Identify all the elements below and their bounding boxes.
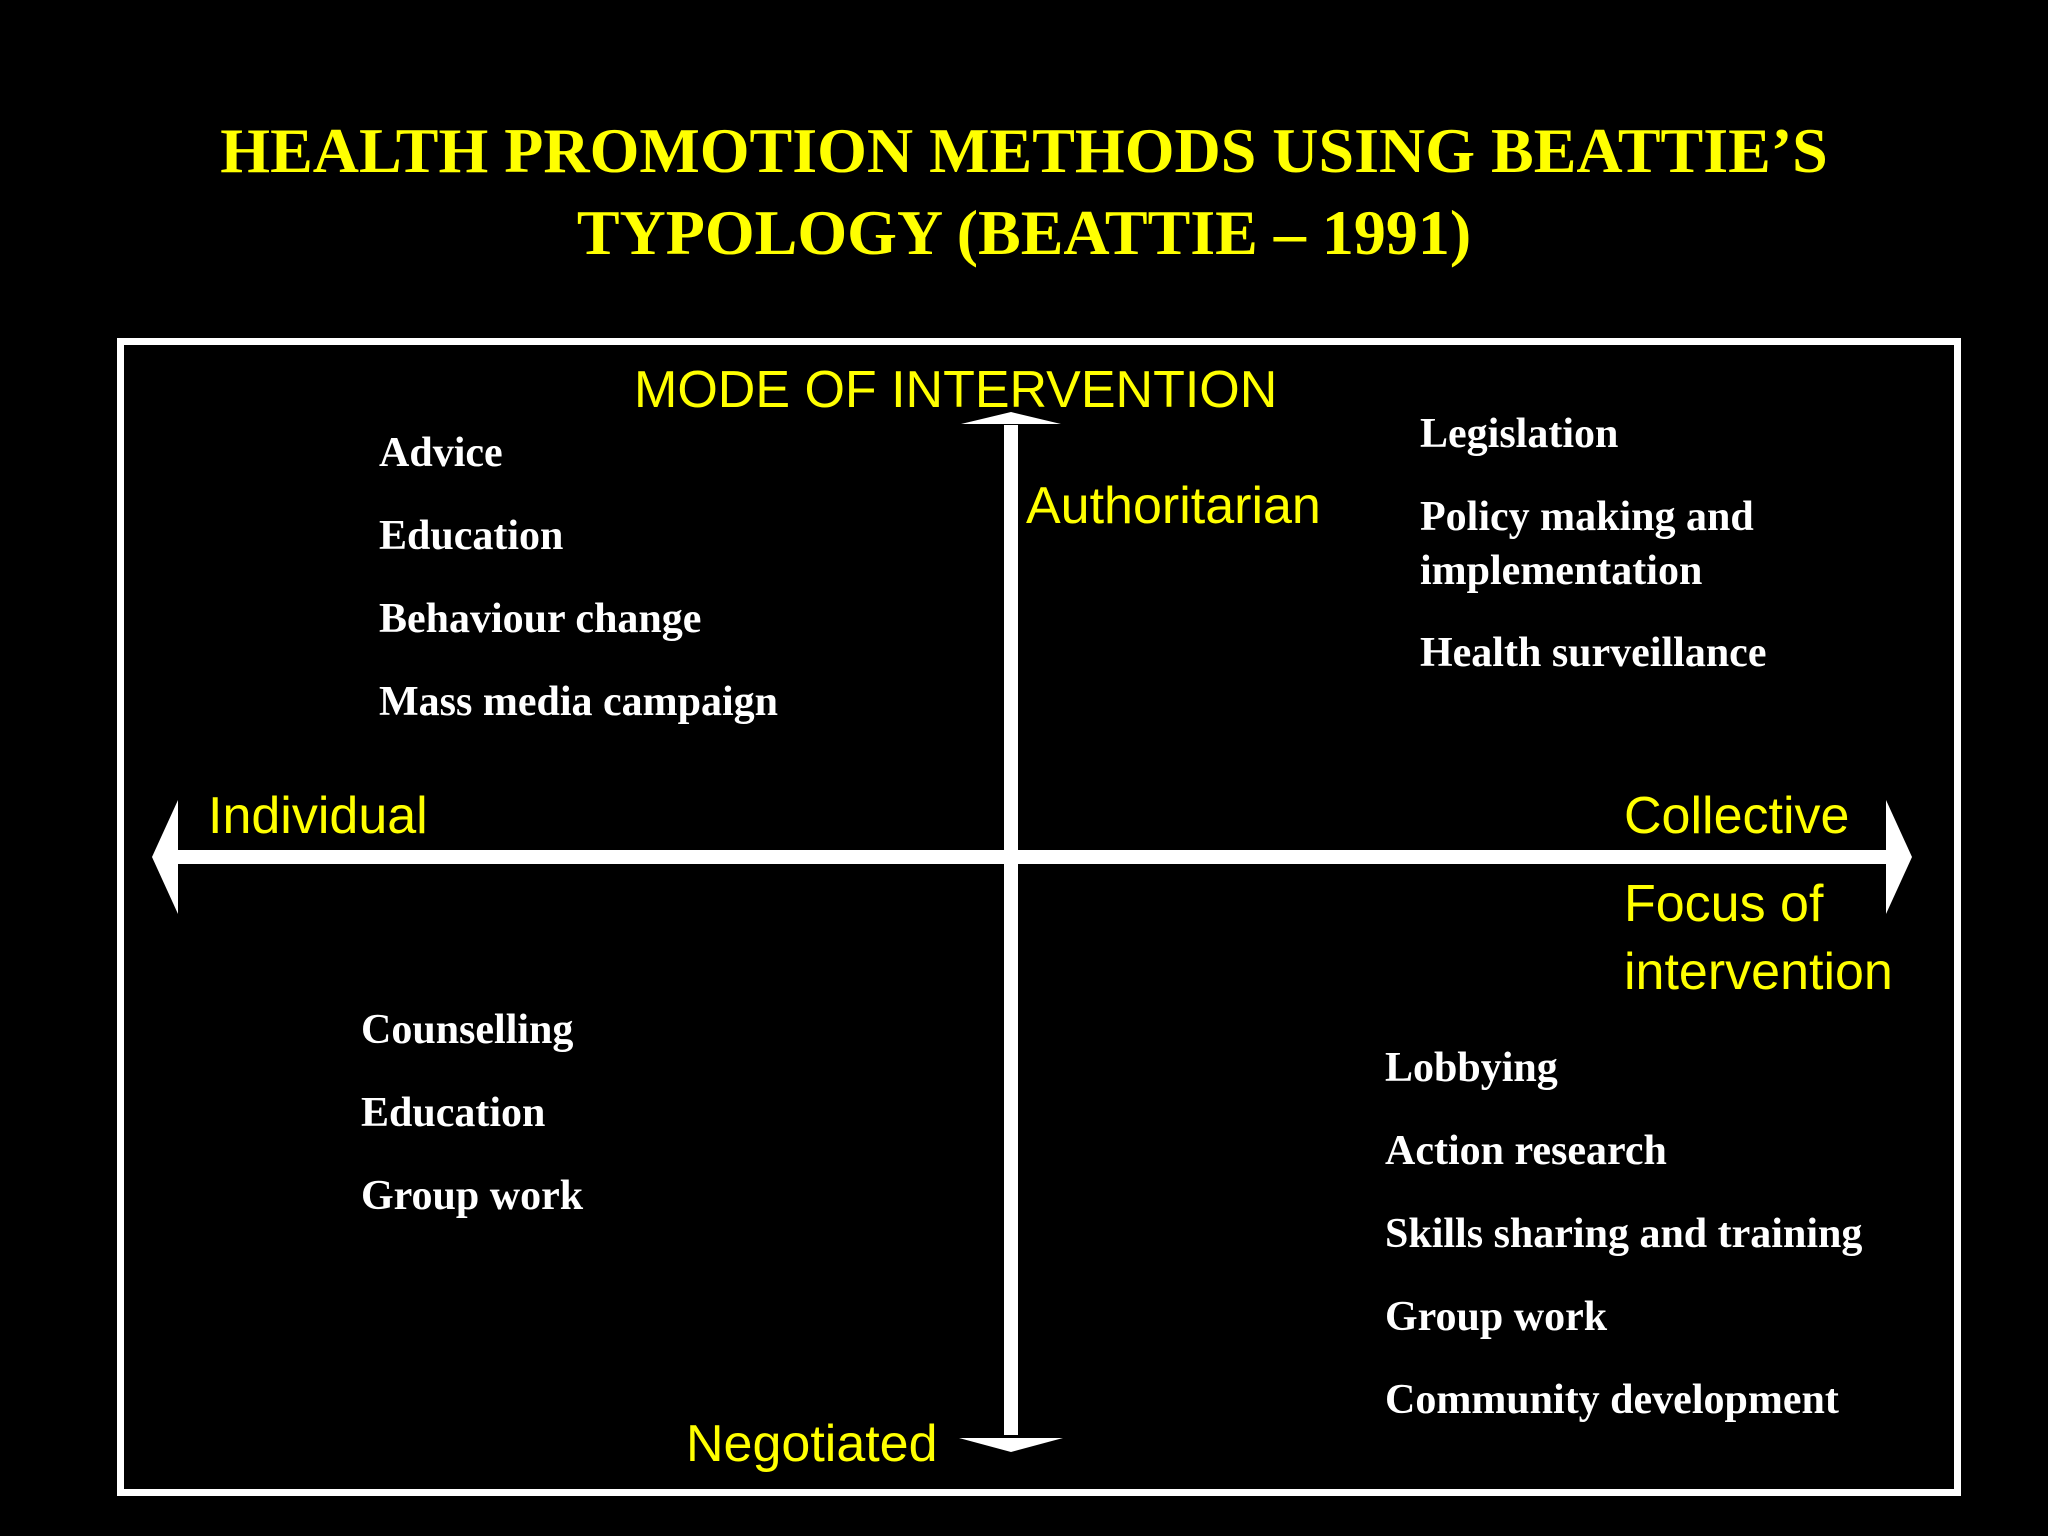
list-item: Education bbox=[379, 513, 564, 559]
arrow-left-icon bbox=[152, 800, 178, 914]
top-axis-label: Authoritarian bbox=[1026, 477, 1321, 535]
right-axis-label: Collective bbox=[1624, 787, 1850, 845]
slide-title-line-2: TYPOLOGY (BEATTIE – 1991) bbox=[576, 197, 1472, 268]
list-item: Group work bbox=[361, 1173, 584, 1219]
list-item: Education bbox=[361, 1090, 546, 1136]
slide-title-line-1: HEALTH PROMOTION METHODS USING BEATTIE’S bbox=[220, 115, 1828, 186]
arrow-down-icon bbox=[959, 1438, 1063, 1452]
horizontal-axis-heading-line-1: Focus of bbox=[1624, 875, 1824, 933]
list-item: Action research bbox=[1385, 1128, 1667, 1174]
list-item: Skills sharing and training bbox=[1385, 1211, 1863, 1257]
horizontal-axis-heading-line-2: intervention bbox=[1624, 943, 1893, 1001]
list-item: Advice bbox=[379, 430, 503, 476]
horizontal-axis-heading bbox=[1624, 870, 1893, 1006]
list-item: Health surveillance bbox=[1420, 630, 1767, 676]
list-item: Behaviour change bbox=[379, 596, 702, 642]
list-item: Community development bbox=[1385, 1377, 1839, 1423]
list-item: Lobbying bbox=[1385, 1045, 1558, 1091]
bottom-axis-label: Negotiated bbox=[686, 1415, 938, 1473]
list-item: Counselling bbox=[361, 1007, 574, 1053]
left-axis-label: Individual bbox=[208, 787, 428, 845]
list-item: Policy making and implementation bbox=[1420, 494, 1754, 594]
list-item: Mass media campaign bbox=[379, 679, 778, 725]
vertical-axis-heading: MODE OF INTERVENTION bbox=[634, 361, 1278, 419]
list-item: Group work bbox=[1385, 1294, 1608, 1340]
horizontal-axis-line bbox=[178, 850, 1888, 864]
vertical-axis-line bbox=[1004, 425, 1018, 1435]
list-item: Legislation bbox=[1420, 411, 1619, 457]
